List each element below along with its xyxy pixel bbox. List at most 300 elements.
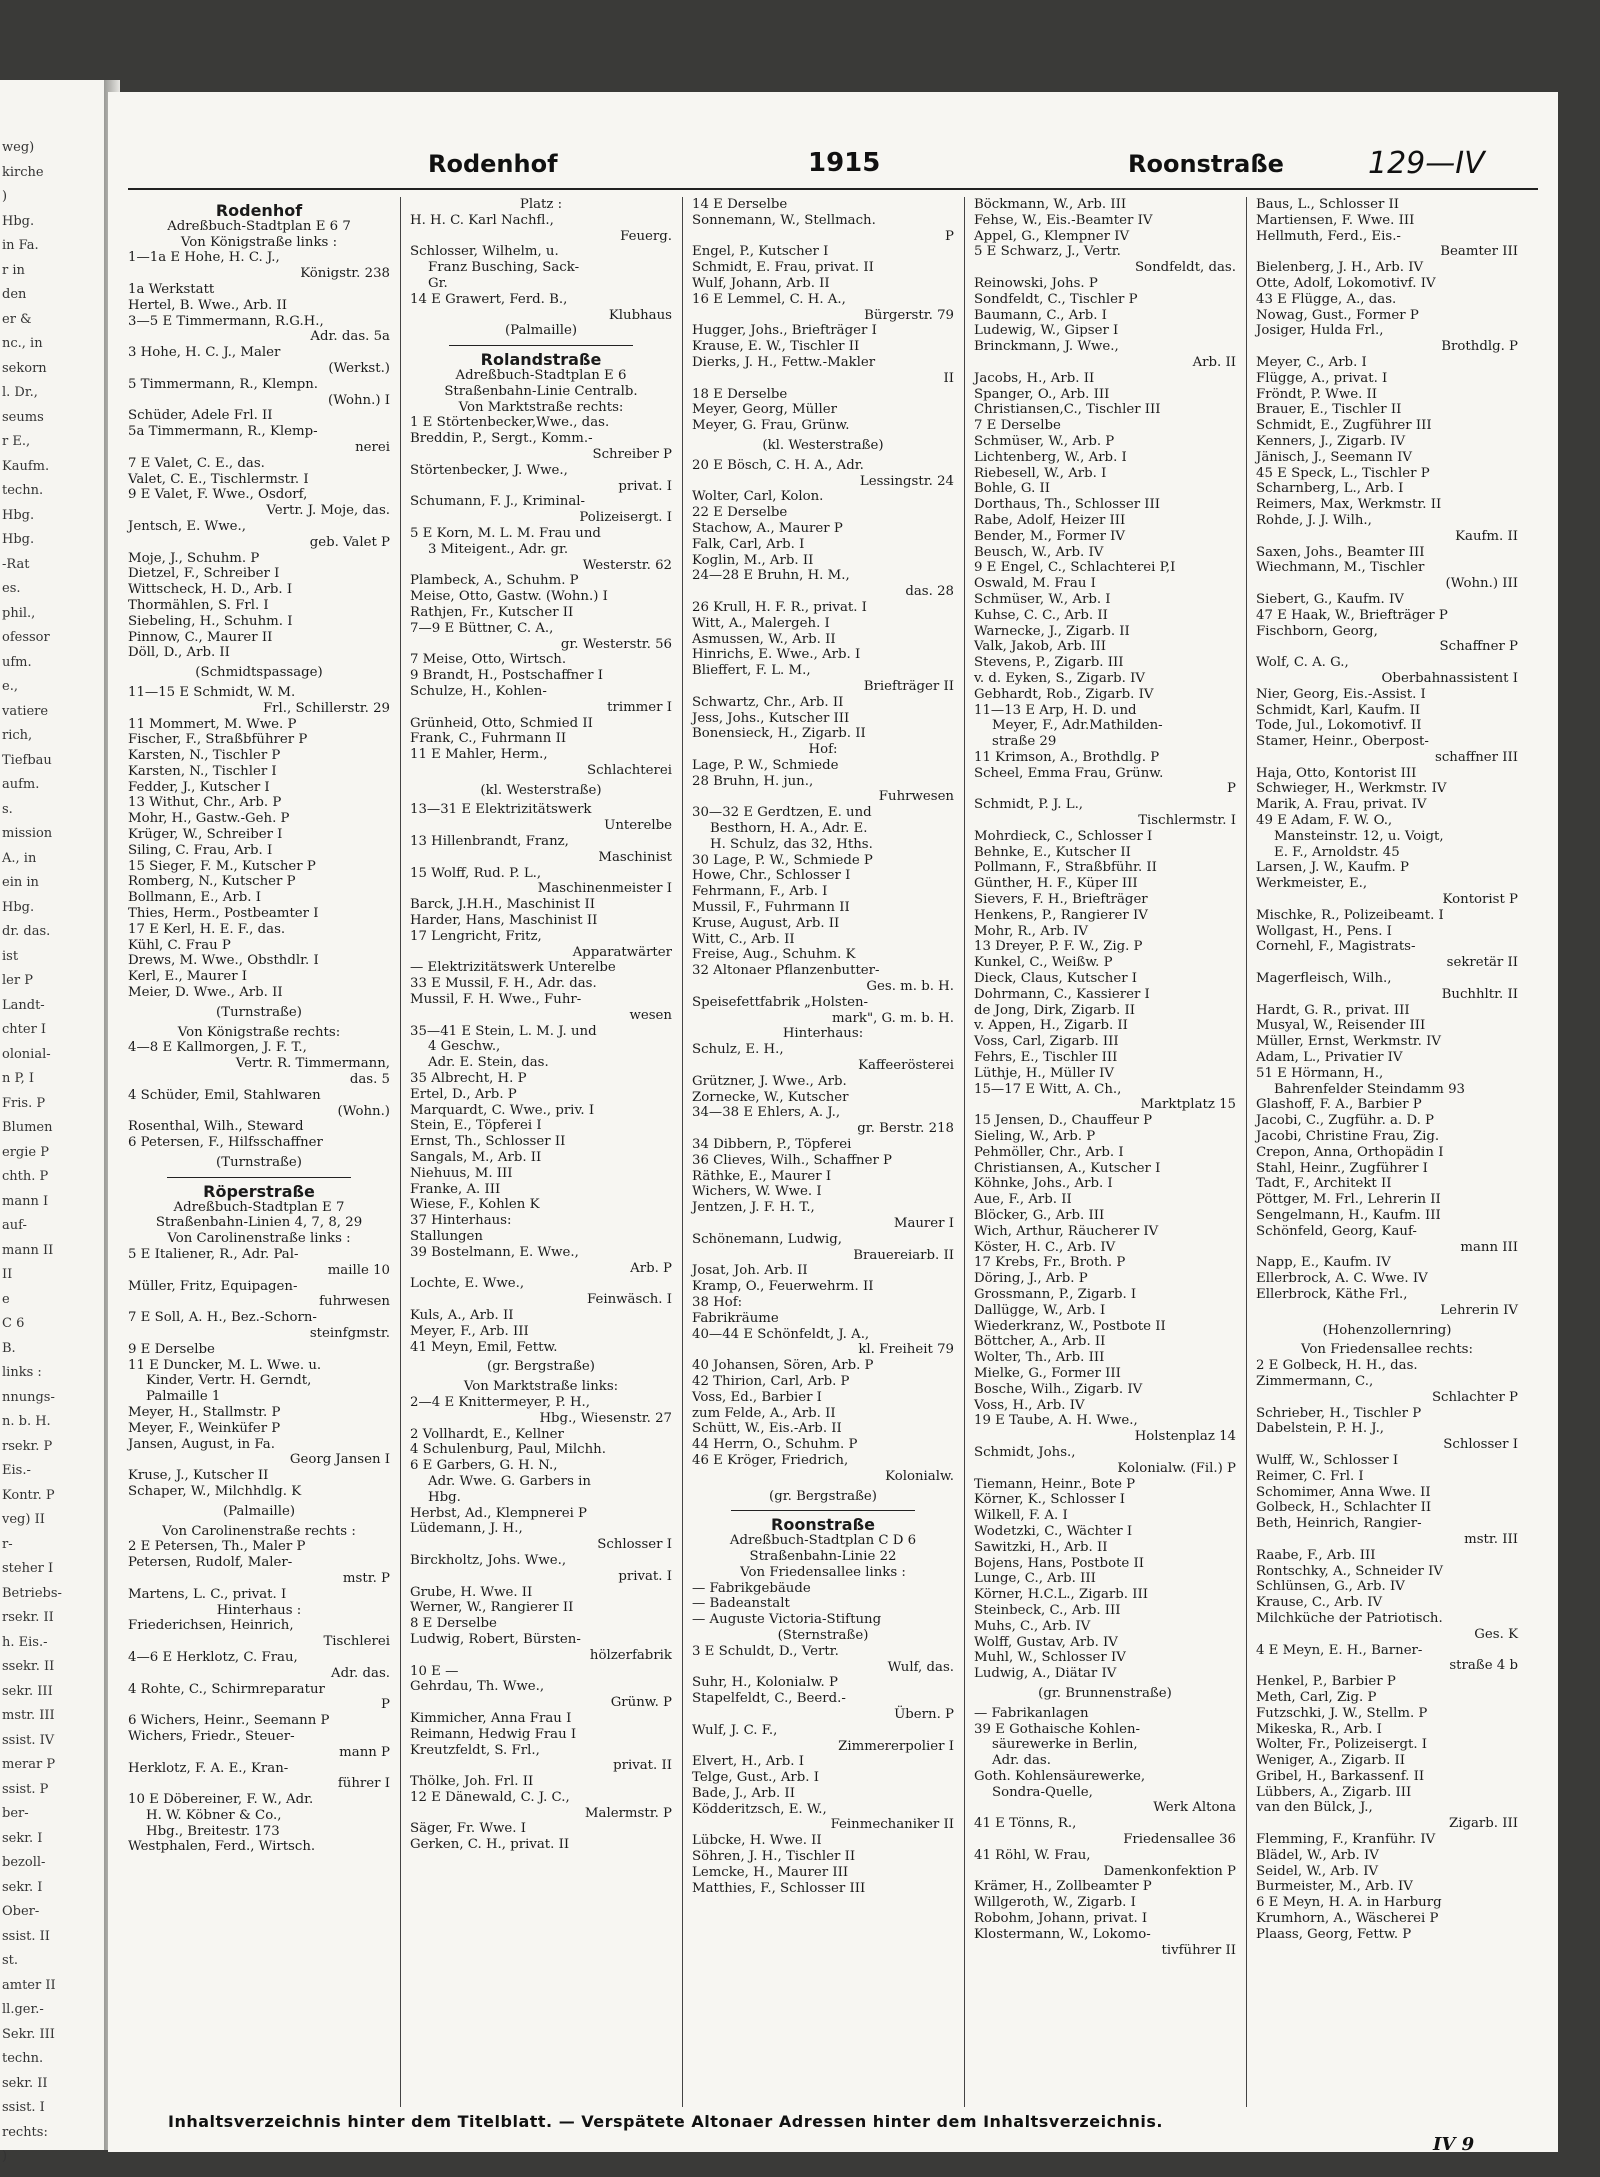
header-year: 1915	[808, 148, 881, 178]
address-entry: 41 E Tönns, R.,	[974, 1816, 1077, 1832]
section-note: Straßenbahn-Linien 4, 7, 8, 29	[155, 1215, 363, 1231]
address-entry: 2—4 E Knittermeyer, P. H.,	[410, 1394, 591, 1410]
address-entry: Petersen, Rudolf, Maler-	[128, 1555, 293, 1571]
address-entry: Reinowski, Johs. P	[974, 275, 1098, 291]
entry-continuation: hölzerfabrik	[589, 1647, 672, 1663]
address-entry: Appel, G., Klempner IV	[974, 228, 1130, 244]
address-entry: Mohrdieck, C., Schlosser I	[974, 828, 1153, 844]
address-entry: Meier, D. Wwe., Arb. II	[128, 985, 283, 1001]
address-entry: 13—31 E Elektrizitätswerk	[410, 802, 592, 818]
address-entry: Ködderitzsch, E. W.,	[692, 1801, 827, 1817]
address-entry: Lübbers, A., Zigarb. III	[1256, 1784, 1412, 1800]
entry-continuation: Schlosser I	[597, 1537, 672, 1553]
address-entry: 43 E Flügge, A., das.	[1256, 291, 1397, 307]
entry-continuation: Brothdlg. P	[1441, 339, 1518, 355]
address-entry: Lüdemann, J. H.,	[410, 1521, 523, 1537]
address-entry: 6 Wichers, Heinr., Seemann P	[128, 1713, 330, 1729]
address-entry: Werner, W., Rangierer II	[410, 1600, 574, 1616]
header-rule	[128, 188, 1538, 190]
address-entry: 41 Meyn, Emil, Fettw.	[410, 1339, 558, 1355]
address-entry: 13 Dreyer, P. F. W., Zig. P	[974, 939, 1143, 955]
address-entry: Muhl, W., Schlosser IV	[974, 1650, 1126, 1666]
previous-page-fragment: Kaufm.	[2, 458, 50, 474]
address-entry: Wulf, Johann, Arb. II	[692, 275, 830, 291]
entry-continuation: P	[1227, 781, 1236, 797]
address-entry: 15 Wolff, Rud. P. L.,	[410, 865, 542, 881]
address-entry: v. Appen, H., Zigarb. II	[974, 1018, 1128, 1034]
address-entry: Wolter, Carl, Kolon.	[692, 489, 824, 505]
address-entry: 37 Hinterhaus:	[410, 1213, 512, 1229]
entry-continuation: 4 Geschw.,	[428, 1039, 501, 1055]
address-entry: Kreutzfeldt, S. Frl.,	[410, 1742, 540, 1758]
address-entry: 35—41 E Stein, L. M. J. und	[410, 1023, 597, 1039]
address-entry: Seidel, W., Arb. IV	[1256, 1863, 1379, 1879]
previous-page-fragment: ist	[2, 948, 19, 964]
address-entry: Köster, H. C., Arb. IV	[974, 1239, 1116, 1255]
address-entry: Drews, M. Wwe., Obsthdlr. I	[128, 953, 319, 969]
previous-page-fragment: ssekr. II	[2, 1659, 55, 1674]
address-entry: Josat, Joh. Arb. II	[692, 1263, 808, 1279]
address-entry: Herklotz, F. A. E., Kran-	[128, 1760, 289, 1776]
address-entry: Voss, Carl, Zigarb. III	[974, 1034, 1119, 1050]
address-entry: Meyer, C., Arb. I	[1256, 354, 1367, 370]
previous-page-fragment: ofessor	[2, 630, 50, 645]
section-note: Adreßbuch-Stadtplan C D 6	[729, 1533, 917, 1549]
address-entry: Schüder, Adele Frl. II	[128, 408, 273, 424]
entry-continuation: Maschinenmeister I	[537, 881, 672, 897]
section-note: Platz :	[519, 197, 563, 212]
address-entry: Schaper, W., Milchhdlg. K	[128, 1483, 302, 1499]
address-entry: Crepon, Anna, Orthopädin I	[1256, 1144, 1444, 1160]
previous-page-fragment: bezoll-	[2, 1855, 46, 1870]
address-entry: H. H. C. Karl Nachfl.,	[410, 212, 554, 228]
previous-page-fragment: chth. P	[2, 1169, 49, 1184]
previous-page-fragment: mann I	[2, 1193, 49, 1209]
previous-page-fragment: rsekr. P	[2, 1438, 53, 1454]
address-entry: Lage, P. W., Schmiede	[692, 757, 839, 773]
address-entry: Martiensen, F. Wwe. III	[1256, 212, 1415, 228]
address-entry: 30 Lage, P. W., Schmiede P	[692, 852, 873, 868]
address-entry: Spanger, O., Arb. III	[974, 386, 1110, 402]
entry-continuation: privat. I	[618, 478, 672, 494]
entry-continuation: Adr. das.	[331, 1665, 390, 1681]
footer-note: Inhaltsverzeichnis hinter dem Titelblatt. — Verspätete Altonaer Adressen hinter dem Inhaltsverzeichnis.	[168, 2112, 1163, 2131]
address-entry: 2 E Petersen, Th., Maler P	[128, 1539, 306, 1555]
address-entry: 24—28 E Bruhn, H. M.,	[692, 568, 850, 584]
address-entry: Gerken, C. H., privat. II	[410, 1837, 570, 1853]
entry-continuation: Oberbahnassistent I	[1381, 670, 1518, 686]
address-entry: — Badeanstalt	[692, 1596, 790, 1612]
entry-continuation: Ges. m. b. H.	[866, 979, 954, 995]
address-entry: 11—15 E Schmidt, W. M.	[128, 684, 296, 700]
address-entry: 44 Herrn, O., Schuhm. P	[692, 1437, 858, 1453]
address-entry: Dierks, J. H., Fettw.-Makler	[692, 354, 876, 370]
entry-continuation: privat. II	[613, 1758, 672, 1774]
address-entry: Blädel, W., Arb. IV	[1256, 1847, 1379, 1863]
address-entry: Riebesell, W., Arb. I	[974, 465, 1107, 481]
address-entry: Robohm, Johann, privat. I	[974, 1911, 1148, 1927]
entry-continuation: Zigarb. III	[1448, 1816, 1518, 1832]
address-entry: Lübcke, H. Wwe. II	[692, 1833, 822, 1849]
address-entry: Harder, Hans, Maschinist II	[410, 913, 598, 929]
address-entry: Stahl, Heinr., Zugführer I	[1256, 1160, 1428, 1176]
entry-continuation: Mansteinstr. 12, u. Voigt,	[1274, 828, 1444, 844]
address-entry: Nier, Georg, Eis.-Assist. I	[1256, 686, 1426, 702]
entry-continuation: Beamter III	[1440, 244, 1518, 260]
address-entry: 34—38 E Ehlers, A. J.,	[692, 1105, 841, 1121]
previous-page-fragment: amter II	[2, 1977, 56, 1993]
address-entry: Beth, Heinrich, Rangier-	[1256, 1516, 1422, 1532]
address-entry: Marquardt, C. Wwe., priv. I	[410, 1102, 595, 1118]
address-entry: Meyer, H., Stallmstr. P	[128, 1404, 281, 1420]
address-entry: Adam, L., Privatier IV	[1256, 1050, 1403, 1066]
address-entry: Flemming, F., Kranführ. IV	[1256, 1832, 1436, 1848]
address-entry: Gribel, H., Barkassenf. II	[1256, 1768, 1425, 1784]
address-entry: Bosche, Wilh., Zigarb. IV	[974, 1381, 1143, 1397]
address-entry: Haja, Otto, Kontorist III	[1256, 765, 1417, 781]
street-title: Roonstraße	[771, 1515, 875, 1535]
previous-page-fragment: sekr. I	[2, 1830, 43, 1846]
address-entry: 14 E Grawert, Ferd. B.,	[410, 291, 568, 307]
section-note: Von Marktstraße links:	[463, 1379, 619, 1395]
address-entry: 39 Bostelmann, E. Wwe.,	[410, 1244, 579, 1260]
address-entry: Siebeling, H., Schuhm. I	[128, 613, 293, 629]
section-note: Von Friedensallee links :	[740, 1564, 906, 1580]
entry-continuation: Meyer, F., Adr.Mathilden-	[992, 718, 1163, 734]
page-header	[108, 142, 1558, 182]
previous-page-fragment: aufm.	[2, 777, 40, 792]
entry-continuation: Ges. K	[1474, 1626, 1518, 1642]
previous-page-fragment: e	[2, 1291, 10, 1307]
address-entry: Engel, P., Kutscher I	[692, 244, 829, 260]
address-entry: Schmüser, W., Arb. I	[974, 591, 1111, 607]
entry-continuation: (Wohn.)	[337, 1103, 390, 1119]
address-entry: Schulz, E. H.,	[692, 1042, 784, 1058]
address-entry: 11 E Mahler, Herm.,	[410, 747, 548, 763]
previous-page-fragment: Ober-	[2, 1904, 40, 1919]
address-entry: Lüthje, H., Müller IV	[974, 1065, 1115, 1081]
address-entry: 3 Hohe, H. C. J., Maler	[128, 345, 281, 361]
address-entry: Sonnemann, W., Stellmach.	[692, 212, 876, 228]
address-entry: 40—44 E Schönfeldt, J. A.,	[692, 1326, 870, 1342]
address-entry: 5 Timmermann, R., Klempn.	[128, 376, 319, 392]
address-entry: 4—6 E Herklotz, C. Frau,	[128, 1649, 298, 1665]
address-entry: Kimmicher, Anna Frau I	[410, 1710, 572, 1726]
address-entry: Kerl, E., Maurer I	[128, 969, 248, 985]
entry-continuation: mann III	[1460, 1239, 1518, 1255]
header-page-number: 129—IV	[1368, 146, 1485, 181]
street-title: Rodenhof	[215, 201, 303, 220]
entry-continuation: Polizeisergt. I	[579, 510, 672, 526]
address-entry: Schmüser, W., Arb. P	[974, 433, 1115, 449]
address-entry: Thormählen, S. Frl. I	[128, 597, 269, 613]
address-entry: Fischer, F., Straßbführer P	[128, 732, 308, 748]
address-entry: Wulff, W., Schlosser I	[1256, 1452, 1399, 1468]
previous-page-fragment: C 6	[2, 1316, 25, 1331]
address-entry: 32 Altonaer Pflanzenbutter-	[692, 963, 880, 979]
address-entry: Henkens, P., Rangierer IV	[974, 907, 1148, 923]
column-divider	[400, 197, 401, 2107]
address-entry: Schomimer, Anna Wwe. II	[1256, 1484, 1431, 1500]
address-entry: Mohr, R., Arb. IV	[974, 923, 1089, 939]
entry-continuation: wesen	[629, 1007, 672, 1023]
address-entry: de Jong, Dirk, Zigarb. II	[974, 1002, 1136, 1018]
address-entry: Jansen, August, in Fa.	[128, 1436, 275, 1452]
address-entry: Wolff, Gustav, Arb. IV	[974, 1634, 1118, 1650]
address-entry: Beusch, W., Arb. IV	[974, 544, 1104, 560]
entry-continuation: Kolonialw.	[885, 1468, 954, 1484]
address-entry: Moje, J., Schuhm. P	[128, 550, 260, 566]
entry-continuation: P	[945, 228, 954, 244]
entry-continuation: Hbg., Wiesenstr. 27	[539, 1410, 672, 1426]
address-entry: Raabe, F., Arb. III	[1256, 1547, 1376, 1563]
address-entry: 5a Timmermann, R., Klemp-	[128, 424, 318, 440]
entry-continuation: gr. Berstr. 218	[857, 1121, 954, 1137]
address-entry: Golbeck, H., Schlachter II	[1256, 1500, 1432, 1516]
address-entry: Wodetzki, C., Wächter I	[974, 1523, 1133, 1539]
column-3	[692, 197, 954, 2107]
address-entry: Sondfeldt, C., Tischler P	[974, 291, 1138, 307]
header-left-street: Rodenhof	[428, 150, 558, 178]
address-entry: Meise, Otto, Gastw. (Wohn.) I	[410, 589, 608, 605]
section-note: (gr. Brunnenstraße)	[1038, 1685, 1172, 1701]
address-entry: Schlosser, Wilhelm, u.	[410, 244, 559, 260]
entry-continuation: Übern. P	[894, 1706, 954, 1722]
address-entry: Telge, Gust., Arb. I	[692, 1770, 820, 1786]
previous-page-fragment: dr. das.	[2, 924, 51, 939]
address-entry: Bojens, Hans, Postbote II	[974, 1555, 1145, 1571]
entry-continuation: fuhrwesen	[319, 1294, 390, 1310]
address-entry: Nowag, Gust., Former P	[1256, 307, 1419, 323]
address-entry: 4 E Meyn, E. H., Barner-	[1256, 1642, 1423, 1658]
entry-continuation: Bahrenfelder Steindamm 93	[1274, 1081, 1465, 1097]
address-entry: 17 Krebs, Fr., Broth. P	[974, 1255, 1126, 1271]
entry-continuation: Lessingstr. 24	[859, 473, 954, 489]
address-entry: Matthies, F., Schlosser III	[692, 1880, 866, 1896]
previous-page-fragment: steher I	[2, 1561, 54, 1576]
address-entry: 20 E Bösch, C. H. A., Adr.	[692, 457, 864, 473]
address-entry: Gehrdau, Th. Wwe.,	[410, 1679, 545, 1695]
address-entry: Falk, Carl, Arb. I	[692, 536, 805, 552]
address-entry: 11 Mommert, M. Wwe. P	[128, 716, 297, 732]
address-entry: 13 Hillenbrandt, Franz,	[410, 834, 569, 850]
previous-page-fragment: mstr. III	[2, 1708, 55, 1723]
address-entry: 5 E Korn, M. L. M. Frau und	[410, 525, 601, 541]
entry-continuation: Kaffeerösterei	[858, 1058, 954, 1074]
address-entry: Hellmuth, Ferd., Eis.-	[1256, 228, 1401, 244]
address-entry: Blieffert, F. L. M.,	[692, 663, 811, 679]
address-entry: 40 Johansen, Sören, Arb. P	[692, 1358, 874, 1374]
address-entry: 49 E Adam, F. W. O.,	[1256, 813, 1393, 829]
address-entry: 11 E Duncker, M. L. Wwe. u.	[128, 1357, 322, 1373]
address-entry: Bollmann, E., Arb. I	[128, 890, 261, 906]
entry-continuation: das. 28	[905, 584, 954, 600]
address-entry: 7 Meise, Otto, Wirtsch.	[410, 652, 567, 668]
entry-continuation: Schaffner P	[1439, 639, 1518, 655]
address-entry: Blöcker, G., Arb. III	[974, 1208, 1105, 1223]
address-entry: Reimann, Hedwig Frau I	[410, 1726, 577, 1742]
previous-page-fragment: Hbg.	[2, 532, 35, 547]
entry-continuation: Briefträger II	[863, 678, 954, 694]
previous-page-fragment: Sekr. III	[2, 2026, 55, 2042]
address-entry: Koglin, M., Arb. II	[692, 552, 814, 568]
previous-page-fragment: r in	[2, 262, 25, 278]
address-entry: Martens, L. C., privat. I	[128, 1586, 287, 1602]
address-entry: Schrieber, H., Tischler P	[1256, 1405, 1422, 1421]
address-entry: Lichtenberg, W., Arb. I	[974, 449, 1127, 465]
address-entry: Jacobi, C., Zugführ. a. D. P	[1256, 1113, 1434, 1129]
previous-page-strip	[0, 80, 104, 2164]
section-note: Von Friedensallee rechts:	[1301, 1342, 1473, 1358]
address-entry: Bender, M., Former IV	[974, 528, 1126, 544]
address-entry: 33 E Mussil, F. H., Adr. das.	[410, 976, 597, 992]
address-entry: 38 Hof:	[692, 1294, 743, 1310]
address-entry: 7 E Derselbe	[974, 418, 1061, 434]
address-entry: Jentsch, E. Wwe.,	[128, 518, 246, 534]
address-entry: Kenners, J., Zigarb. IV	[1256, 433, 1406, 449]
address-entry: Dohrmann, C., Kassierer I	[974, 986, 1150, 1002]
address-entry: Ertel, D., Arb. P	[410, 1086, 517, 1102]
address-entry: Ellerbrock, Käthe Frl.,	[1256, 1286, 1408, 1302]
section-note: (kl. Westerstraße)	[480, 782, 602, 798]
address-entry: Stallungen	[410, 1229, 483, 1244]
address-entry: Wolf, C. A. G.,	[1256, 655, 1349, 671]
previous-page-fragment: Hbg.	[2, 213, 35, 229]
entry-continuation: Schlachterei	[586, 762, 672, 778]
section-note: Von Königstraße rechts:	[177, 1024, 341, 1040]
address-entry: zum Felde, A., Arb. II	[692, 1405, 836, 1421]
entry-continuation: Franz Busching, Sack-	[428, 260, 580, 276]
address-entry: Schwartz, Chr., Arb. II	[692, 694, 844, 710]
address-entry: 12 E Dänewald, C. J. C.,	[410, 1789, 570, 1805]
column-5	[1256, 197, 1518, 2107]
address-entry: Schmidt, Johs.,	[974, 1444, 1076, 1460]
entry-continuation: Arb. II	[1192, 354, 1236, 370]
address-entry: Kuhse, C. C., Arb. II	[974, 607, 1108, 623]
address-entry: Romberg, N., Kutscher P	[128, 874, 296, 890]
previous-page-fragment: r E.,	[2, 434, 31, 449]
address-entry: Schwieger, H., Werkmstr. IV	[1256, 781, 1447, 797]
address-entry: Meyer, G. Frau, Grünw.	[692, 418, 850, 434]
entry-continuation: Kaufm. II	[1455, 528, 1518, 544]
section-note: (Turnstraße)	[216, 1004, 302, 1020]
section-note: (Sternstraße)	[777, 1627, 869, 1643]
address-entry: Scharnberg, L., Arb. I	[1256, 481, 1404, 497]
entry-continuation: Feuerg.	[620, 228, 672, 244]
address-entry: Körner, K., Schlosser I	[974, 1492, 1126, 1508]
previous-page-fragment: Hbg.	[2, 507, 35, 523]
previous-page-fragment: er &	[2, 311, 32, 327]
address-entry: Krumhorn, A., Wäscherei P	[1256, 1911, 1439, 1927]
address-entry: Bonensieck, H., Zigarb. II	[692, 726, 866, 742]
address-entry: Stapelfeldt, C., Beerd.-	[692, 1691, 846, 1707]
previous-page-fragment: l. Dr.,	[2, 385, 38, 400]
previous-page-fragment: )	[2, 189, 8, 204]
entry-continuation: Adr. Wwe. G. Garbers in	[428, 1473, 591, 1489]
address-entry: Böckmann, W., Arb. III	[974, 197, 1127, 212]
address-entry: 4—8 E Kallmorgen, J. F. T.,	[128, 1040, 307, 1056]
address-entry: Wittscheck, H. D., Arb. I	[128, 582, 293, 598]
previous-page-fragment: A., in	[2, 850, 37, 866]
entry-continuation: Holstenplaz 14	[1134, 1429, 1236, 1445]
entry-continuation: Adr. E. Stein, das.	[428, 1055, 549, 1071]
address-entry: Kruse, J., Kutscher II	[128, 1468, 269, 1484]
entry-continuation: trimmer I	[607, 699, 672, 715]
address-entry: Otte, Adolf, Lokomotivf. IV	[1256, 275, 1436, 291]
previous-page-fragment: es.	[2, 581, 21, 596]
address-entry: 36 Clieves, Wilh., Schaffner P	[692, 1152, 892, 1168]
address-entry: 9 E Derselbe	[128, 1341, 215, 1357]
address-entry: Wiese, F., Kohlen K	[410, 1197, 540, 1213]
address-entry: 9 E Valet, F. Wwe., Osdorf,	[128, 487, 308, 503]
address-entry: Willgeroth, W., Zigarb. I	[974, 1895, 1136, 1911]
column-2	[410, 197, 672, 2107]
entry-continuation: kl. Freiheit 79	[858, 1342, 954, 1358]
column-divider	[964, 197, 965, 2107]
address-entry: Dietzel, F., Schreiber I	[128, 566, 280, 582]
address-entry: Hardt, G. R., privat. III	[1256, 1002, 1410, 1018]
address-entry: Schlünsen, G., Arb. IV	[1256, 1579, 1405, 1595]
address-entry: Tadt, F., Architekt II	[1256, 1176, 1392, 1192]
address-entry: Dorthaus, Th., Schlosser III	[974, 497, 1161, 513]
entry-continuation: Adr. das.	[992, 1753, 1051, 1769]
address-entry: Franke, A. III	[410, 1181, 501, 1197]
address-entry: Breddin, P., Sergt., Komm.-	[410, 431, 593, 447]
address-entry: Meyer, F., Weinküfer P	[128, 1420, 281, 1436]
previous-page-fragment: links :	[2, 1365, 42, 1380]
address-entry: 1a Werkstatt	[128, 281, 215, 297]
column-1	[128, 197, 390, 2107]
previous-page-fragment: techn.	[2, 2051, 44, 2066]
address-entry: Voss, H., Arb. IV	[974, 1397, 1085, 1413]
address-entry: 26 Krull, H. F. R., privat. I	[692, 599, 867, 615]
entry-continuation: Tischlerei	[323, 1634, 390, 1650]
entry-continuation: Wulf, das.	[887, 1659, 954, 1675]
address-entry: Christiansen,C., Tischler III	[974, 402, 1161, 418]
address-entry: Schmidt, E., Zugführer III	[1256, 418, 1432, 434]
previous-page-fragment: chter I	[2, 1022, 47, 1037]
address-entry: Brauer, E., Tischler II	[1256, 402, 1402, 418]
address-entry: 5 E Italiener, R., Adr. Pal-	[128, 1247, 299, 1262]
address-entry: Krämer, H., Zollbeamter P	[974, 1879, 1152, 1895]
entry-continuation: Bürgerstr. 79	[864, 307, 954, 323]
entry-continuation: Sondra-Quelle,	[992, 1784, 1093, 1800]
address-entry: 8 E Derselbe	[410, 1616, 497, 1632]
address-entry: Lemcke, H., Maurer III	[692, 1864, 849, 1880]
previous-page-fragment: sekr. I	[2, 1879, 43, 1895]
entry-continuation: Apparatwärter	[572, 944, 672, 960]
address-entry: Schmidt, E. Frau, privat. II	[692, 260, 874, 276]
address-entry: 3 E Schuldt, D., Vertr.	[692, 1643, 839, 1659]
section-note: (Schmidtspassage)	[195, 665, 323, 681]
entry-continuation: Grünw. P	[610, 1695, 672, 1711]
address-entry: — Auguste Victoria-Stiftung	[692, 1612, 882, 1628]
address-entry: Weniger, A., Zigarb. II	[1256, 1753, 1406, 1769]
previous-page-fragment: mission	[2, 826, 53, 841]
address-entry: 13 Withut, Chr., Arb. P	[128, 795, 282, 811]
address-entry: Schumann, F. J., Kriminal-	[410, 494, 586, 510]
address-entry: 11 Krimson, A., Brothdlg. P	[974, 749, 1160, 765]
street-title: Rolandstraße	[480, 350, 602, 370]
address-entry: — Elektrizitätswerk Unterelbe	[410, 960, 616, 976]
address-entry: Krause, C., Arb. IV	[1256, 1595, 1383, 1611]
address-entry: Karsten, N., Tischler I	[128, 763, 277, 779]
address-entry: Krüger, W., Schreiber I	[128, 827, 283, 843]
address-entry: Lunge, C., Arb. III	[974, 1571, 1096, 1587]
address-entry: Ludewig, W., Gipser I	[974, 323, 1119, 339]
address-entry: 7 E Soll, A. H., Bez.-Schorn-	[128, 1310, 317, 1326]
address-entry: Flügge, A., privat. I	[1256, 370, 1388, 386]
